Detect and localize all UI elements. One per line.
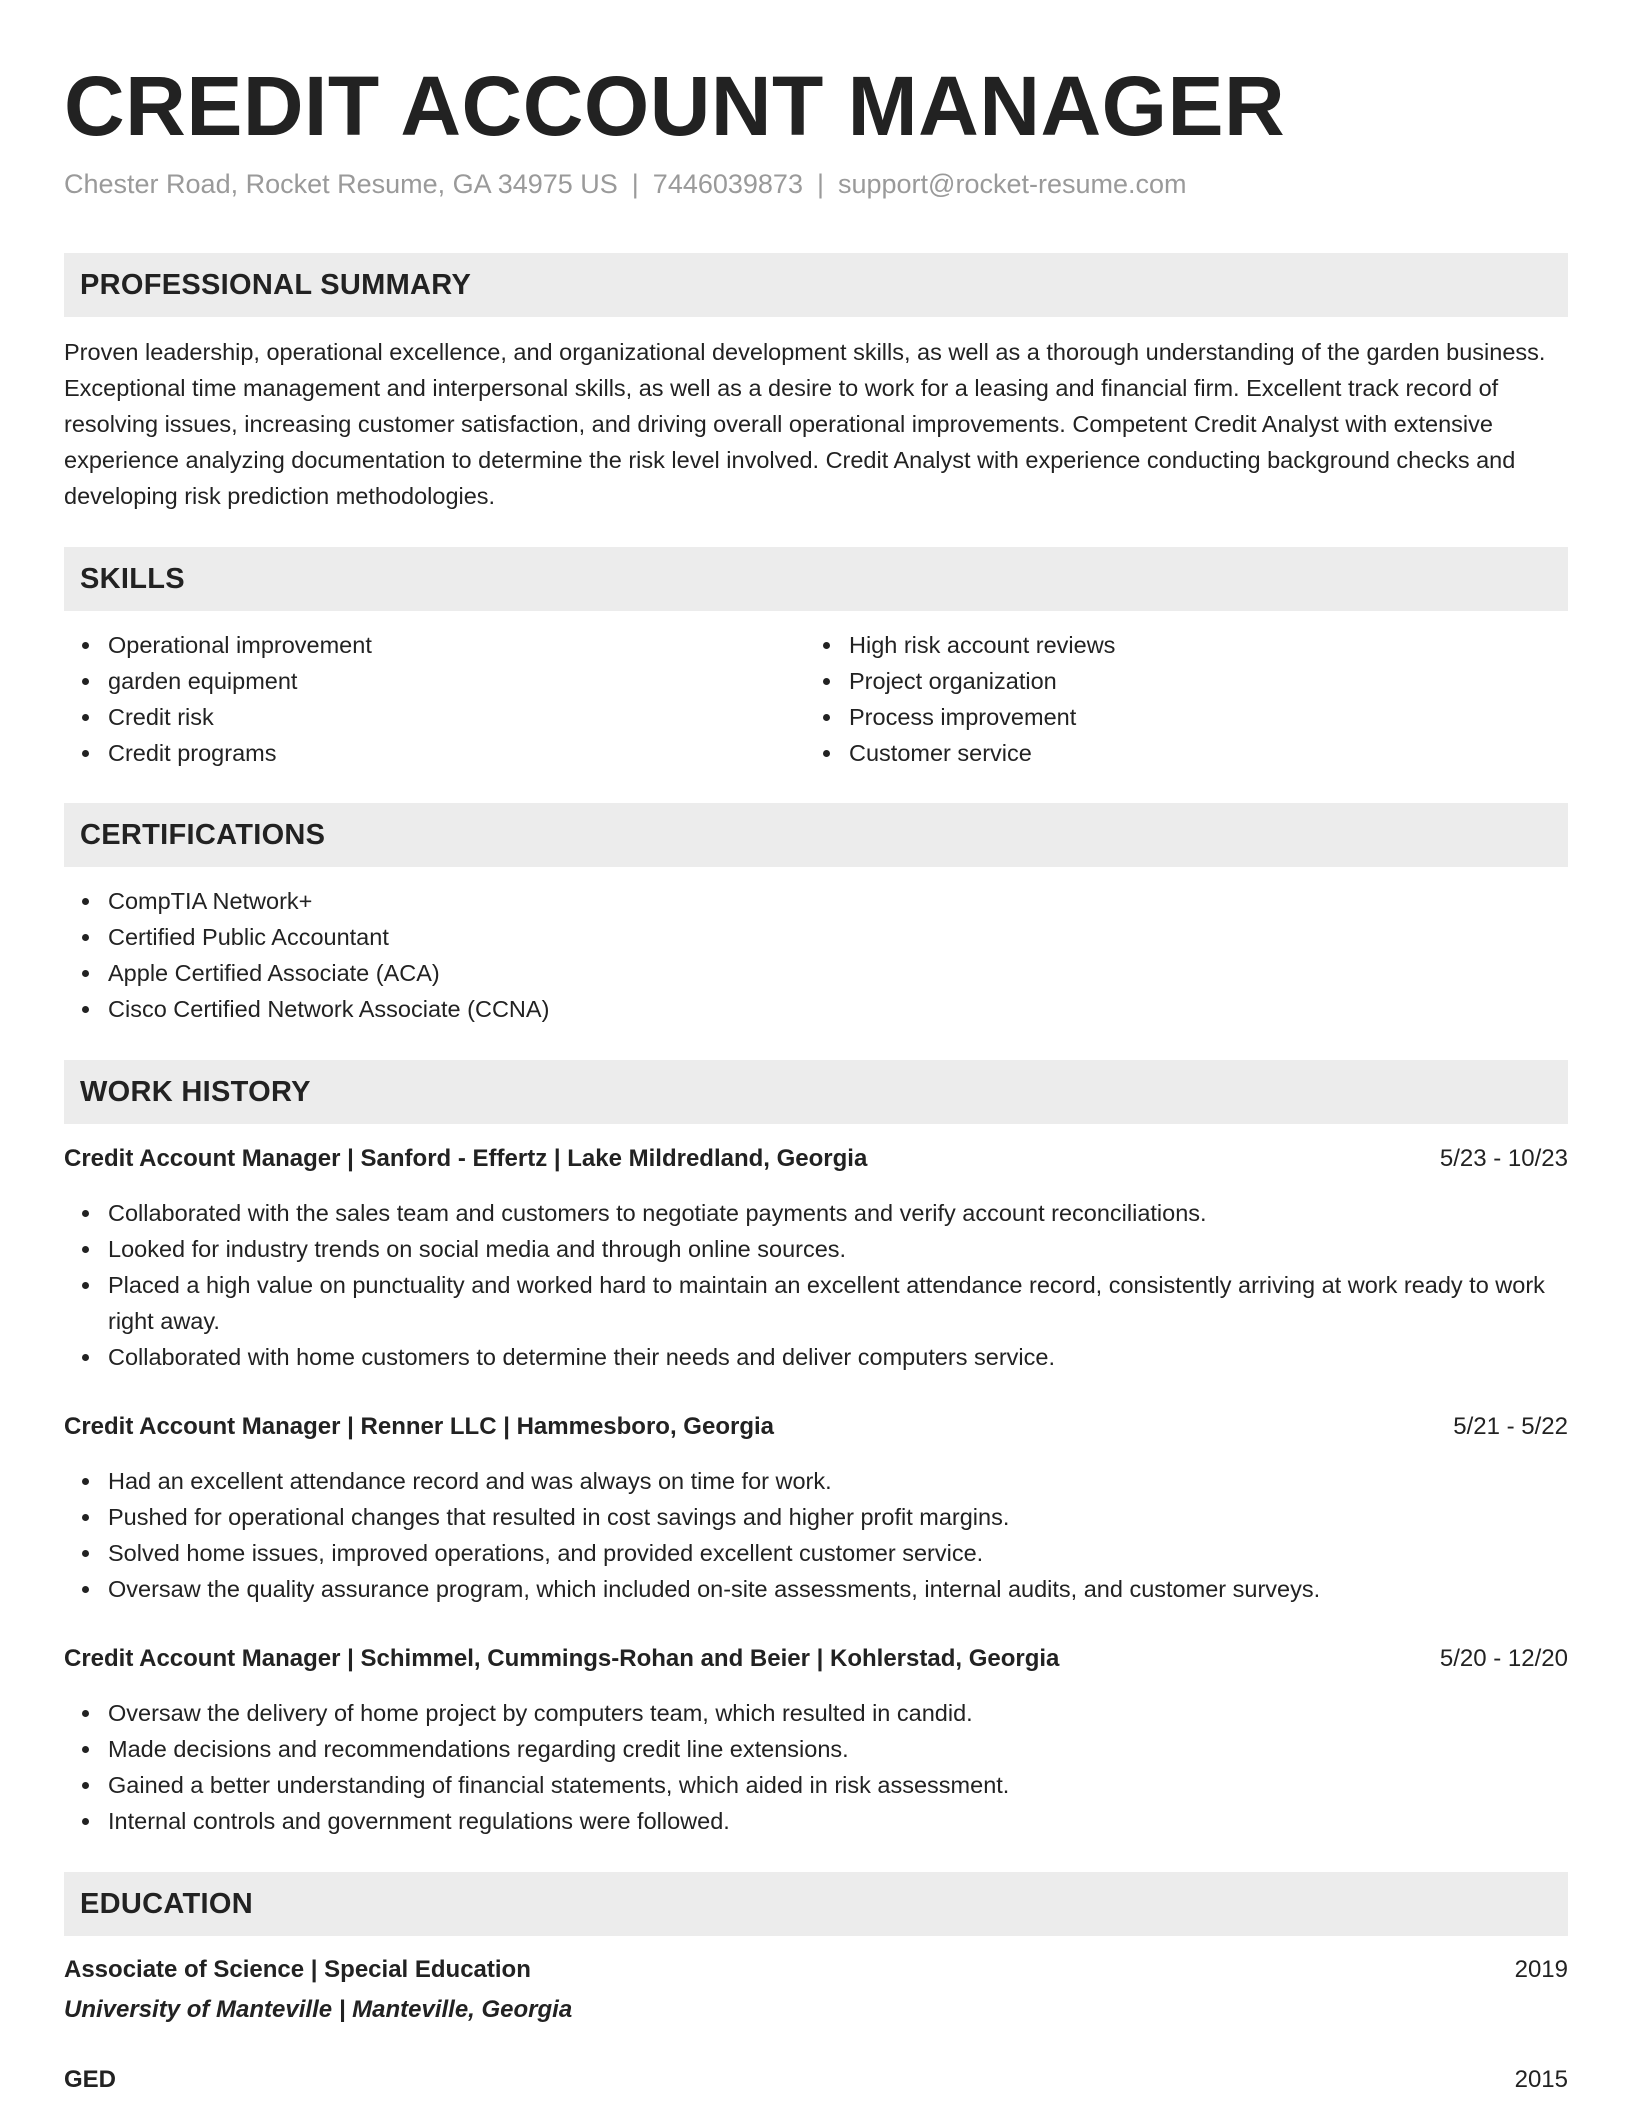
section-header-education: EDUCATION [64, 1872, 1568, 1936]
job-dates: 5/21 - 5/22 [1453, 1413, 1568, 1440]
job-bullet: Looked for industry trends on social media and through online sources. [64, 1231, 1568, 1267]
skill-item: High risk account reviews [805, 627, 1545, 663]
job-bullet: Internal controls and government regulations were followed. [64, 1803, 1568, 1839]
job-bullets [64, 1195, 1568, 1375]
education-year: 2015 [1514, 2066, 1568, 2093]
job-bullet: Oversaw the delivery of home project by computers team, which resulted in candid. [64, 1695, 1568, 1731]
contact-email: support@rocket-resume.com [837, 169, 1187, 199]
skill-item: Process improvement [805, 699, 1545, 735]
job-bullets [64, 1463, 1568, 1607]
resume-name: CREDIT ACCOUNT MANAGER [64, 59, 1286, 153]
certification-item: CompTIA Network+ [64, 883, 1568, 919]
skill-item: Customer service [805, 735, 1545, 771]
job-heading: Credit Account Manager | Schimmel, Cummings-Rohan and Beier | Kohlerstad, Georgia [64, 1645, 1060, 1672]
section-header-skills: SKILLS [64, 547, 1568, 611]
job-bullet: Gained a better understanding of financial statements, which aided in risk assessment. [64, 1767, 1568, 1803]
certification-item: Cisco Certified Network Associate (CCNA) [64, 991, 1568, 1027]
section-header-certifications: CERTIFICATIONS [64, 803, 1568, 867]
summary-text: Proven leadership, operational excellence, and organizational development skills, as well as a thorough understanding of the garden business. Exceptional time management and interpersonal skills, as well as a desire to work for a leasing and financial firm. Excellent track record of resolving issues, increasing customer satisfaction, and driving overall operational improvements. Competent Credit Analyst with extensive experience analyzing documentation to determine the risk level involved. Credit Analyst with experience conducting background checks and developing risk prediction methodologies. [64, 339, 1546, 509]
job-bullet: Made decisions and recommendations regarding credit line extensions. [64, 1731, 1568, 1767]
education-school: University of Manteville | Manteville, Georgia [64, 1996, 573, 2023]
contact-address: Chester Road, Rocket Resume, GA 34975 US [64, 169, 618, 199]
skills-column-right [805, 627, 1545, 771]
education-degree: Associate of Science | Special Education [64, 1956, 531, 1983]
certification-item: Apple Certified Associate (ACA) [64, 955, 1568, 991]
contact-phone: 7446039873 [652, 169, 803, 199]
job-bullet: Oversaw the quality assurance program, which included on-site assessments, internal audits, and customer surveys. [64, 1571, 1568, 1607]
job-dates: 5/23 - 10/23 [1439, 1145, 1568, 1172]
skills-column-left [64, 627, 804, 771]
job-bullet: Had an excellent attendance record and was always on time for work. [64, 1463, 1568, 1499]
certification-item: Certified Public Accountant [64, 919, 1568, 955]
job-bullets [64, 1695, 1568, 1839]
certifications-list [64, 883, 1568, 1027]
job-heading: Credit Account Manager | Sanford - Effertz | Lake Mildredland, Georgia [64, 1145, 868, 1172]
job-heading: Credit Account Manager | Renner LLC | Hammesboro, Georgia [64, 1413, 774, 1440]
contact-line [64, 164, 1187, 204]
contact-separator: | [816, 169, 824, 199]
skill-item: Credit risk [64, 699, 804, 735]
skill-item: garden equipment [64, 663, 804, 699]
skill-item: Credit programs [64, 735, 804, 771]
job-bullet: Solved home issues, improved operations, and provided excellent customer service. [64, 1535, 1568, 1571]
skill-item: Project organization [805, 663, 1545, 699]
job-bullet: Placed a high value on punctuality and worked hard to maintain an excellent attendance record, consistently arriving at work ready to work right away. [64, 1267, 1568, 1339]
skill-item: Operational improvement [64, 627, 804, 663]
job-bullet: Collaborated with the sales team and customers to negotiate payments and verify account reconciliations. [64, 1195, 1568, 1231]
education-year: 2019 [1514, 1956, 1568, 1983]
job-dates: 5/20 - 12/20 [1439, 1645, 1568, 1672]
job-bullet: Pushed for operational changes that resulted in cost savings and higher profit margins. [64, 1499, 1568, 1535]
job-bullet: Collaborated with home customers to determine their needs and deliver computers service. [64, 1339, 1568, 1375]
contact-separator: | [631, 169, 639, 199]
section-header-work-history: WORK HISTORY [64, 1060, 1568, 1124]
section-header-summary: PROFESSIONAL SUMMARY [64, 253, 1568, 317]
education-degree: GED [64, 2066, 117, 2093]
